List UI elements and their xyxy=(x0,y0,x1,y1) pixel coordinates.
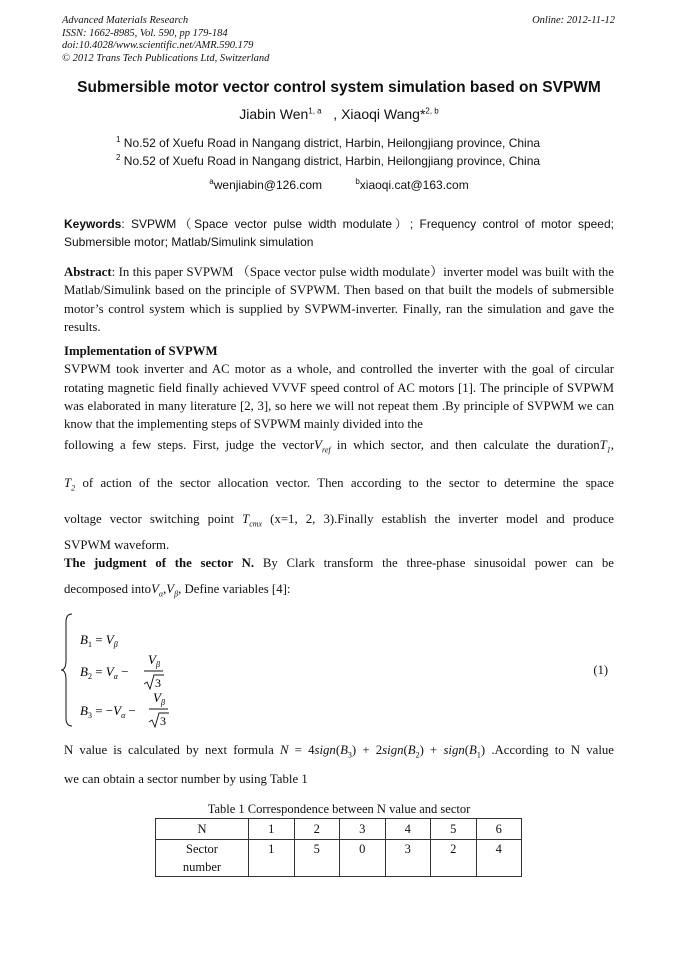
section-1-line-5: following a few steps. First, judge the vectorV$_{ref}$ in which sector, and then calculate the durationT$_1$, xyxy=(64,438,614,455)
table-cell: 2 xyxy=(431,840,477,877)
table-1 xyxy=(155,818,522,877)
eq-b2-num: $V_\beta$ xyxy=(148,652,160,669)
t1-symbol: $T_1$ xyxy=(599,438,611,455)
eq-b2-sqrt3: 3 xyxy=(155,676,161,690)
table-cell: 1 xyxy=(249,819,295,840)
section-1-line-6: $T_2$ of action of the sector allocation vector. Then according to the sector to determine the space xyxy=(64,476,614,493)
table-cell: 4 xyxy=(476,840,522,877)
doi-line: doi:10.4028/www.scientific.net/AMR.590.179 xyxy=(62,40,254,51)
section-2-line-2: decomposed $intoV_\alpha,V_\beta$, Define variables [4]: xyxy=(64,582,291,599)
table-1-header-row xyxy=(156,819,522,840)
table-cell: 5 xyxy=(294,840,340,877)
email-a: wenjiabin@126.com xyxy=(213,178,322,192)
keywords-block xyxy=(64,215,614,251)
n-formula-line: N value is calculated by next formula $N = 4sign(B_3)$ + $2sign(B_2)$ + $sign(B_1)$ .According to N value xyxy=(64,743,614,760)
email-b: xiaoqi.cat@163.com xyxy=(359,178,469,192)
table-cell: 6 xyxy=(476,819,522,840)
t2-symbol: $T_2$ xyxy=(64,476,76,493)
author-separator: , xyxy=(333,106,342,122)
equation-1 xyxy=(60,606,620,736)
eq-b3-num: $V_\beta$ xyxy=(153,690,165,707)
affiliation-2-text: No.52 of Xuefu Road in Nangang district, Harbin, Heilongjiang province, China xyxy=(123,154,541,168)
paper-title: Submersible motor vector control system simulation based on SVPWM xyxy=(77,79,601,96)
table-cell: 3 xyxy=(385,840,431,877)
keywords-label: Keywords xyxy=(64,217,122,231)
eq-b3: $B_3 = -V_\alpha$ − xyxy=(80,703,136,720)
table-cell: 2 xyxy=(294,819,340,840)
journal-header xyxy=(62,15,269,65)
table-cell: 3 xyxy=(340,819,386,840)
tcmx-symbol: $T_{cmx}$ xyxy=(242,512,263,529)
v-alpha-beta-symbol: $V_\alpha,V_\beta$ xyxy=(151,582,179,599)
eq-b3-sqrt xyxy=(149,713,169,727)
table-cell: 4 xyxy=(385,819,431,840)
v-ref-symbol: $V_{ref}$ xyxy=(314,438,331,455)
table-cell: 1 xyxy=(249,840,295,877)
affiliation-2 xyxy=(116,154,540,168)
section-2-line-1: The judgment of the sector N. By Clark transform the three-phase sinusoidal power can be xyxy=(64,556,614,570)
author-1-affil: 1, a xyxy=(308,106,322,116)
section-1-line-7: voltage vector switching point $T_{cmx}$ (x=1, 2, 3).Finally establish the inverter model and produce xyxy=(64,512,614,529)
online-date: Online: 2012-11-12 xyxy=(532,15,615,26)
eq-b1: $B_1 = V_\beta$ xyxy=(80,632,118,649)
copyright-line: © 2012 Trans Tech Publications Ltd, Switzerland xyxy=(62,52,270,64)
email-b-sup: b xyxy=(355,177,360,186)
table-1-caption: Table 1 Correspondence between N value and sector xyxy=(207,802,471,816)
affiliation-2-num: 2 xyxy=(116,153,121,162)
section-1-heading: Implementation of SVPWM xyxy=(64,344,218,358)
affiliation-1 xyxy=(116,136,540,150)
abstract-label: Abstract xyxy=(64,265,112,279)
journal-name: Advanced Materials Research xyxy=(62,15,189,26)
eq-b2-sqrt xyxy=(144,675,164,689)
author-1-name: Jiabin Wen xyxy=(239,106,309,122)
table-cell: 5 xyxy=(431,819,477,840)
email-line xyxy=(0,178,678,192)
affiliation-1-text: No.52 of Xuefu Road in Nangang district, Harbin, Heilongjiang province, China xyxy=(123,136,541,150)
section-1-paragraph: SVPWM took inverter and AC motor as a whole, and controlled the inverter with the goal of circular rotating magnetic field finally achieved VVVF speed control of AC motors [1]. The principle of SVPWM was elaborated in many literature [2, 3], so here we will not repeat them .By principle of SVPWM we can know that the implementing steps of SVPWM mainly divided into the xyxy=(64,362,614,432)
author-2-affil: 2, b xyxy=(425,106,439,116)
section-2-heading: The judgment of the sector N. xyxy=(64,556,255,570)
author-line xyxy=(0,106,678,122)
author-2-name: Xiaoqi Wang* xyxy=(341,106,426,122)
table-1-data-row xyxy=(156,840,522,877)
keywords-text: : SVPWM（Space vector pulse width modulate）; Frequency control of motor speed; Submersible motor; Matlab/Simulink simulation xyxy=(64,217,614,249)
email-a-sup: a xyxy=(209,177,214,186)
table-cell: N xyxy=(156,819,249,840)
n-formula-line-2: we can obtain a sector number by using Table 1 xyxy=(64,772,308,786)
equation-brace xyxy=(61,614,72,726)
section-1-line-8: SVPWM waveform. xyxy=(64,538,170,552)
abstract-block xyxy=(64,263,614,336)
equation-number: (1) xyxy=(593,663,608,677)
table-row-label: Sector number xyxy=(156,840,249,877)
eq-b3-sqrt3: 3 xyxy=(160,714,166,728)
abstract-text: : In this paper SVPWM （Space vector pulse width modulate）inverter model was built with the Matlab/Simulink based on the principle of SVPWM. Then based on that built the models of submersible motor’s control system which is supplied by SVPWM-inverter. Finally, ran the simulation and gave the results. xyxy=(64,265,614,334)
affiliation-1-num: 1 xyxy=(116,135,121,144)
issn-line: ISSN: 1662-8985, Vol. 590, pp 179-184 xyxy=(62,27,228,39)
eq-b2: $B_2 = V_\alpha$ − xyxy=(80,664,129,681)
table-cell: 0 xyxy=(340,840,386,877)
section-implementation xyxy=(64,342,614,433)
n-formula-expression: $N = 4sign(B_3)$ + $2sign(B_2)$ + $sign(B_1)$ xyxy=(279,743,486,760)
